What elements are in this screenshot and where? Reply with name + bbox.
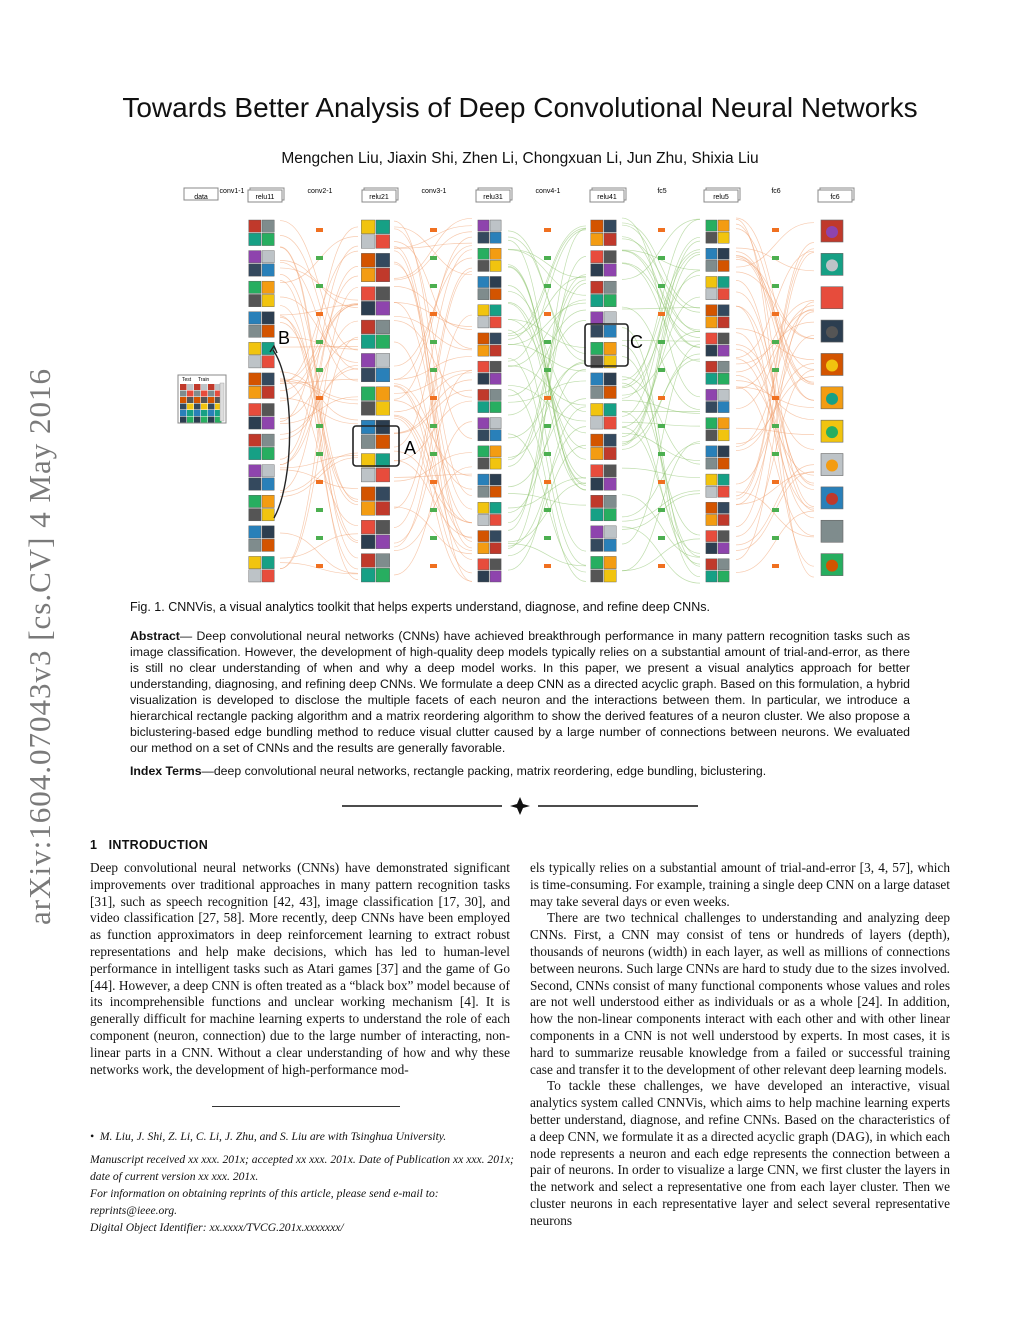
paragraph-challenges: There are two technical challenges to understanding and analyzing deep CNNs. First, a CNN may consist of tens or hundreds of layers (depth), thousands of neurons (width) in each layer, as well as millions of connections between neurons. Such large CNNs are hard to study due to the sizes involved. Second, CNNs consist of many functional components whose values and roles are not well understood either as individuals or as a whole [24]. In addition, how the non-linear components interact with each other and with other linear components in a CNN is not well understood by experts. In most cases, it is hard to summarize reusable knowledge from a failed or successful training case and transfer it to the development of other relevant deep learning models. [530, 910, 950, 1077]
neuron-cluster [821, 420, 843, 442]
neuron-cluster [591, 281, 617, 307]
neuron-cluster [821, 554, 843, 576]
neuron-cluster [706, 361, 729, 384]
node-label: relu21 [369, 194, 389, 201]
neuron-cluster [361, 554, 389, 582]
neuron-cluster [478, 559, 501, 582]
abstract-text: — Deep convolutional neural networks (CNNs) have achieved breakthrough performance in many pattern recognition tasks such as image classification. However, the development of high-quality deep models typically relies on a substantial amount of trial-and-error, as there is still no clear understanding of when and why a deep model works. In this paper, we present a visual analytics approach for better understanding, diagnosing, and refining deep CNNs. We formulate a deep CNN as a directed acyclic graph. Based on this formulation, a hybrid visualization is developed to disclose the multiple facets of each neuron and the interactions between them. In particular, we introduce a hierarchical rectangle packing algorithm and a matrix reordering algorithm to show the derived features of a neuron cluster. We also propose a biclustering-based edge bundling method to reduce visual clutter caused by a large number of connections between neurons. We evaluated our method on a set of CNNs and the results are generally favorable. [130, 629, 910, 755]
paragraph-continued: els typically relies on a substantial amount of trial-and-error [3, 4, 57], which is time-consuming. For example, training a single deep CNN on a large dataset may take several days or even weeks. [530, 860, 950, 909]
neuron-cluster [821, 454, 843, 476]
neuron-cluster [249, 404, 275, 430]
neuron-cluster [821, 320, 843, 342]
neuron-cluster [821, 287, 843, 309]
callout-label: A [404, 438, 417, 458]
neuron-cluster [478, 531, 501, 554]
layer-label: conv1-1 [219, 188, 245, 195]
neuron-cluster [478, 418, 501, 441]
neuron-cluster [706, 276, 729, 299]
neuron-cluster [361, 320, 389, 348]
neuron-cluster [591, 342, 617, 368]
neuron-cluster [478, 389, 501, 412]
neuron-cluster [478, 333, 501, 356]
neuron-cluster [706, 220, 729, 243]
footnote-rule [212, 1106, 400, 1107]
node-label: relu5 [713, 194, 729, 201]
neuron-cluster [361, 454, 389, 482]
neuron-cluster [706, 474, 729, 497]
neuron-cluster [821, 253, 843, 275]
diamond-star-icon [510, 797, 530, 815]
neuron-cluster [706, 333, 729, 356]
neuron-cluster [706, 305, 729, 328]
neuron-cluster [249, 526, 275, 552]
paragraph-approach: To tackle these challenges, we have developed an interactive, visual analytics system called CNNVis, which aims to help machine learning experts better understand, diagnose, and refine CNNs. Based on the characteristics of a deep CNN, we formulate it as a directed acyclic graph (DAG), in which each node represents a neuron and each edge represents the connection between a pair of neurons. In order to visualize a large CNN, we first cluster the layers in the network and select a representative one from each layer cluster. Then we cluster neurons in each representative layer and select several representative neurons [530, 1078, 950, 1228]
footnote-reprints: For information on obtaining reprints of this article, please send e-mail to: reprints@ieee.org. [90, 1187, 439, 1217]
abstract [130, 628, 910, 756]
neuron-cluster [706, 418, 729, 441]
neuron-cluster [591, 373, 617, 399]
neuron-cluster [591, 434, 617, 460]
panel-tab: Train [198, 377, 210, 383]
figure-caption: Fig. 1. CNNVis, a visual analytics toolkit that helps experts understand, diagnose, and refine deep CNNs. [130, 600, 710, 614]
neuron-cluster [706, 559, 729, 582]
index-terms [130, 764, 910, 778]
neuron-cluster [821, 487, 843, 509]
neuron-cluster [821, 387, 843, 409]
neuron-cluster [361, 253, 389, 281]
layer-label: conv2-1 [307, 188, 333, 195]
neuron-cluster [361, 387, 389, 415]
neuron-cluster [591, 465, 617, 491]
neuron-cluster [706, 248, 729, 271]
neuron-cluster [249, 373, 275, 399]
neuron-cluster [478, 502, 501, 525]
footnote-doi: Digital Object Identifier: xx.xxxx/TVCG.201x.xxxxxxx/ [90, 1221, 344, 1234]
neuron-cluster [591, 251, 617, 277]
neuron-cluster [821, 520, 843, 542]
neuron-cluster [361, 520, 389, 548]
paper-title: Towards Better Analysis of Deep Convolutional Neural Networks [122, 92, 918, 123]
neuron-cluster [249, 281, 275, 307]
neuron-cluster [478, 220, 501, 243]
section-heading: 1 INTRODUCTION [90, 838, 209, 852]
node-label: fc6 [830, 194, 840, 201]
figure-edges [280, 218, 814, 583]
node-label: relu41 [597, 194, 617, 201]
right-column [530, 860, 950, 1230]
neuron-cluster [478, 446, 501, 469]
left-column [90, 860, 510, 1078]
neuron-cluster [249, 434, 275, 460]
neuron-cluster [478, 248, 501, 271]
neuron-cluster [361, 220, 389, 248]
neuron-cluster [249, 465, 275, 491]
neuron-cluster [249, 220, 275, 246]
neuron-cluster [478, 305, 501, 328]
index-terms-label: Index Terms [130, 764, 202, 778]
neuron-cluster [591, 404, 617, 430]
neuron-cluster [821, 353, 843, 375]
neuron-cluster [591, 495, 617, 521]
neuron-cluster [249, 312, 275, 338]
neuron-cluster [361, 353, 389, 381]
neuron-cluster [821, 220, 843, 242]
neuron-cluster [361, 487, 389, 515]
abstract-label: Abstract [130, 629, 180, 643]
neuron-cluster [361, 287, 389, 315]
neuron-cluster [361, 420, 389, 448]
neuron-cluster [249, 342, 275, 368]
neuron-cluster [706, 389, 729, 412]
neuron-cluster [249, 251, 275, 277]
footnote-manuscript: Manuscript received xx xxx. 201x; accepted xx xxx. 201x. Date of Publication xx xxx. 201x; date of current version xx xxx. 201x. [90, 1153, 514, 1183]
figure-callouts [270, 324, 643, 518]
node-label: relu31 [483, 194, 503, 201]
panel-tab: Test [182, 377, 192, 383]
neuron-cluster [591, 220, 617, 246]
paper-authors: Mengchen Liu, Jiaxin Shi, Zhen Li, Chongxuan Li, Jun Zhu, Shixia Liu [281, 150, 759, 167]
layer-label: fc5 [657, 188, 667, 195]
neuron-cluster [249, 495, 275, 521]
arxiv-identifier: arXiv:1604.07043v3 [cs.CV] 4 May 2016 [22, 367, 57, 925]
neuron-cluster [706, 502, 729, 525]
neuron-cluster [706, 531, 729, 554]
neuron-cluster [478, 361, 501, 384]
callout-label: C [630, 332, 643, 352]
neuron-cluster [706, 446, 729, 469]
cnnvis-figure [170, 180, 860, 595]
intro-paragraph: Deep convolutional neural networks (CNNs) have demonstrated significant improvements over traditional approaches in many pattern recognition tasks [31], such as speech recognition [42, 43], image classification [17, 30], and video classification [27, 58]. More recently, deep CNNs have been employed as function approximators in deep reinforcement learning to extract robust representations and help make decisions, which has led to human-level performance in intelligent tasks such as Atari games [37] and the game of Go [44]. However, a deep CNN is often treated as a “black box” model because of its incomprehensible functions and unclear working mechanism [4]. It is generally difficult for machine learning experts to understand the role of each component (neuron, connection) due to the large number of interacting, non-linear parts in a CNN. Without a clear understanding of how and why these networks work, the development of high-performance mod- [90, 860, 510, 1077]
neuron-cluster [249, 556, 275, 582]
section-divider [340, 796, 700, 816]
figure-image-panel [178, 375, 226, 423]
footnotes [90, 1128, 515, 1236]
callout-label: B [278, 328, 291, 348]
neuron-cluster [478, 276, 501, 299]
layer-label: fc6 [771, 188, 781, 195]
neuron-cluster [478, 474, 501, 497]
index-terms-text: —deep convolutional neural networks, rectangle packing, matrix reordering, edge bundling, biclustering. [201, 764, 767, 778]
layer-label: conv3-1 [421, 188, 447, 195]
figure-layer-labels [184, 188, 854, 202]
neuron-cluster [591, 526, 617, 552]
layer-label: conv4-1 [535, 188, 561, 195]
node-label: relu11 [255, 194, 275, 201]
node-label: data [194, 194, 208, 201]
footnote-affiliation: • M. Liu, J. Shi, Z. Li, C. Li, J. Zhu, and S. Liu are with Tsinghua University. [90, 1130, 447, 1143]
neuron-cluster [591, 556, 617, 582]
